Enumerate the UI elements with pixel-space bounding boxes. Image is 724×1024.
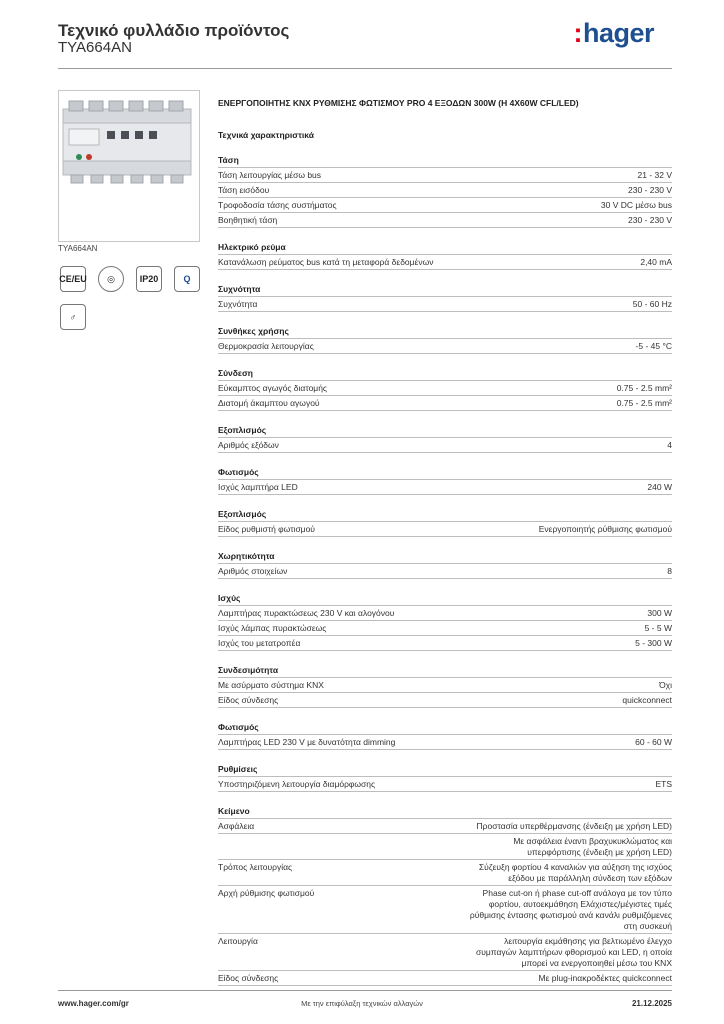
logo-dots: : xyxy=(573,18,582,48)
header-divider xyxy=(58,68,672,69)
spec-row xyxy=(218,396,672,411)
spec-row xyxy=(218,522,672,537)
spec-row xyxy=(218,834,672,860)
spec-row xyxy=(218,636,672,651)
spec-row xyxy=(218,168,672,183)
spec-section-heading: Κείμενο xyxy=(218,801,672,819)
section-gap xyxy=(218,411,672,420)
spec-label: Θερμοκρασία λειτουργίας xyxy=(218,340,314,351)
section-gap xyxy=(218,750,672,759)
section-gap xyxy=(218,537,672,546)
spec-value: 21 - 32 V xyxy=(637,169,672,180)
spec-label: Τάση εισόδου xyxy=(218,184,270,195)
spec-value: Με plug-inακροδέκτες quickconnect xyxy=(538,972,672,983)
spec-row xyxy=(218,777,672,792)
spec-row xyxy=(218,381,672,396)
spec-label: Βοηθητική τάση xyxy=(218,214,278,225)
spec-label: Τρόπος λειτουργίας xyxy=(218,861,293,872)
spec-value: 5 - 300 W xyxy=(635,637,672,648)
spec-row xyxy=(218,819,672,834)
logo-text: hager xyxy=(582,18,654,48)
section-gap xyxy=(218,228,672,237)
section-gap xyxy=(218,651,672,660)
spec-row xyxy=(218,971,672,986)
spec-label: Είδος σύνδεσης xyxy=(218,972,279,983)
spec-section-heading: Ισχύς xyxy=(218,588,672,606)
spec-label: Λαμπτήρας LED 230 V με δυνατότητα dimming xyxy=(218,736,396,747)
section-gap xyxy=(218,579,672,588)
cert-mark-icon: ◎ xyxy=(98,266,124,292)
spec-value: 5 - 5 W xyxy=(644,622,672,633)
spec-label: Λαμπτήρας πυρακτώσεως 230 V και αλογόνου xyxy=(218,607,395,618)
spec-row xyxy=(218,438,672,453)
footer-website-link[interactable]: www.hager.com/gr xyxy=(58,999,129,1008)
spec-value: quickconnect xyxy=(622,694,672,705)
spec-row xyxy=(218,297,672,312)
spec-label: Με ασύρματο σύστημα KNX xyxy=(218,679,324,690)
footer-date: 21.12.2025 xyxy=(631,999,672,1008)
quickconnect-icon: Q xyxy=(174,266,200,292)
spec-section-heading: Συνδεσιμότητα xyxy=(218,660,672,678)
spec-label: Αρχή ρύθμισης φωτισμού xyxy=(218,887,315,898)
section-gap xyxy=(218,708,672,717)
spec-section-heading: Χωρητικότητα xyxy=(218,546,672,564)
spec-row xyxy=(218,621,672,636)
spec-section-heading: Φωτισμός xyxy=(218,717,672,735)
section-gap xyxy=(218,792,672,801)
spec-label: Συχνότητα xyxy=(218,298,258,309)
spec-section-heading: Τάση xyxy=(218,150,672,168)
spec-row xyxy=(218,213,672,228)
spec-row xyxy=(218,339,672,354)
spec-row xyxy=(218,693,672,708)
spec-label: Τροφοδοσία τάσης συστήματος xyxy=(218,199,337,210)
spec-value: 0.75 - 2.5 mm² xyxy=(616,382,672,393)
photo-caption: TYA664AN xyxy=(58,244,98,253)
spec-row xyxy=(218,886,672,934)
spec-value: Phase cut-on ή phase cut-off ανάλογα με τον τύπο φορτίου, αυτοεκμάθηση Ελάχιστες/μέγιστες τιμές ρύθμισης έντασης φωτισμού ανά κανάλι ρυθμιζόμενες στη συσκευή xyxy=(469,887,672,931)
section-technical-characteristics: Τεχνικά χαρακτηριστικά xyxy=(218,130,314,140)
spec-row xyxy=(218,198,672,213)
spec-value: Σύζευξη φορτίου 4 καναλιών για αύξηση της ισχύος εξόδου με παράλληλη σύνδεση των εξόδων xyxy=(478,861,672,883)
spec-row xyxy=(218,564,672,579)
spec-label: Είδος σύνδεσης xyxy=(218,694,279,705)
section-gap xyxy=(218,453,672,462)
product-photo xyxy=(58,90,200,242)
spec-value: 230 - 230 V xyxy=(628,214,672,225)
spec-value: 2,40 mA xyxy=(640,256,672,267)
spec-value: -5 - 45 °C xyxy=(635,340,672,351)
footer-notice: Με την επιφύλαξη τεχνικών αλλαγών xyxy=(301,999,423,1008)
spec-value: λειτουργία εκμάθησης για βελτιωμένο έλεγχο συμπαγών λαμπτήρων φθορισμού και LED, η οποία μπορεί να ενεργοποιηθεί μέσω του KNX xyxy=(475,935,672,968)
spec-label: Τάση λειτουργίας μέσω bus xyxy=(218,169,322,180)
knx-certified-icon: CE/EU xyxy=(60,266,86,292)
spec-value: 300 W xyxy=(647,607,672,618)
hager-logo[interactable] xyxy=(573,18,654,49)
spec-section-heading: Συνθήκες χρήσης xyxy=(218,321,672,339)
section-gap xyxy=(218,270,672,279)
document-title: Τεχνικό φυλλάδιο προϊόντος xyxy=(58,21,290,40)
spec-label: Είδος ρυθμιστή φωτισμού xyxy=(218,523,315,534)
spec-value: 240 W xyxy=(647,481,672,492)
spec-label: Αριθμός στοιχείων xyxy=(218,565,288,576)
spec-section-heading: Ρυθμίσεις xyxy=(218,759,672,777)
spec-row xyxy=(218,606,672,621)
spec-value: ETS xyxy=(655,778,672,789)
spec-label: Ισχύς λάμπας πυρακτώσεως xyxy=(218,622,327,633)
spec-value: Προστασία υπερθέρμανσης (ένδειξη με χρήση LED) xyxy=(476,820,672,831)
spec-value: 30 V DC μέσω bus xyxy=(600,199,672,210)
ip20-icon: IP20 xyxy=(136,266,162,292)
spec-label: Ασφάλεια xyxy=(218,820,255,831)
spec-value: Με ασφάλεια έναντι βραχυκυκλώματος και υπερφόρτισης (ένδειξη με χρήση LED) xyxy=(513,835,672,857)
spec-label: Ισχύς λαμπτήρα LED xyxy=(218,481,298,492)
spec-value: 230 - 230 V xyxy=(628,184,672,195)
spec-label: Λειτουργία xyxy=(218,935,258,946)
section-gap xyxy=(218,312,672,321)
spec-label: Κατανάλωση ρεύματος bus κατά τη μεταφορά δεδομένων xyxy=(218,256,434,267)
product-heading: ΕΝΕΡΓΟΠΟΙΗΤΗΣ KNX ΡΥΘΜΙΣΗΣ ΦΩΤΙΣΜΟΥ PRO 4 ΕΞΟΔΩΝ 300W (Η 4X60W CFL/LED) xyxy=(218,98,579,108)
spec-row xyxy=(218,678,672,693)
spec-row xyxy=(218,183,672,198)
footer-divider xyxy=(58,990,672,991)
spec-value: 8 xyxy=(667,565,672,576)
spec-row xyxy=(218,480,672,495)
spec-section-heading: Ηλεκτρικό ρεύμα xyxy=(218,237,672,255)
spec-value: 4 xyxy=(667,439,672,450)
recycle-icon: ♂ xyxy=(60,304,86,330)
spec-section-heading: Εξοπλισμός xyxy=(218,420,672,438)
spec-label: Διατομή άκαμπτου αγωγού xyxy=(218,397,320,408)
spec-label: Αριθμός εξόδων xyxy=(218,439,279,450)
spec-value: 50 - 60 Hz xyxy=(632,298,672,309)
spec-row xyxy=(218,860,672,886)
specs-table xyxy=(218,150,672,986)
spec-section-heading: Συχνότητα xyxy=(218,279,672,297)
document-subtitle: TYA664AN xyxy=(58,39,132,56)
spec-section-heading: Εξοπλισμός xyxy=(218,504,672,522)
spec-section-heading: Σύνδεση xyxy=(218,363,672,381)
spec-label: Εύκαμπτος αγωγός διατομής xyxy=(218,382,328,393)
spec-value: Ενεργοποιητής ρύθμισης φωτισμού xyxy=(538,523,672,534)
spec-row xyxy=(218,735,672,750)
spec-row xyxy=(218,255,672,270)
spec-value: Όχι xyxy=(659,679,672,690)
spec-row xyxy=(218,934,672,971)
spec-label: Υποστηριζόμενη λειτουργία διαμόρφωσης xyxy=(218,778,376,789)
spec-value: 0.75 - 2.5 mm² xyxy=(616,397,672,408)
spec-label: Ισχύς του μετατροπέα xyxy=(218,637,301,648)
section-gap xyxy=(218,354,672,363)
spec-section-heading: Φωτισμός xyxy=(218,462,672,480)
section-gap xyxy=(218,495,672,504)
spec-value: 60 - 60 W xyxy=(635,736,672,747)
